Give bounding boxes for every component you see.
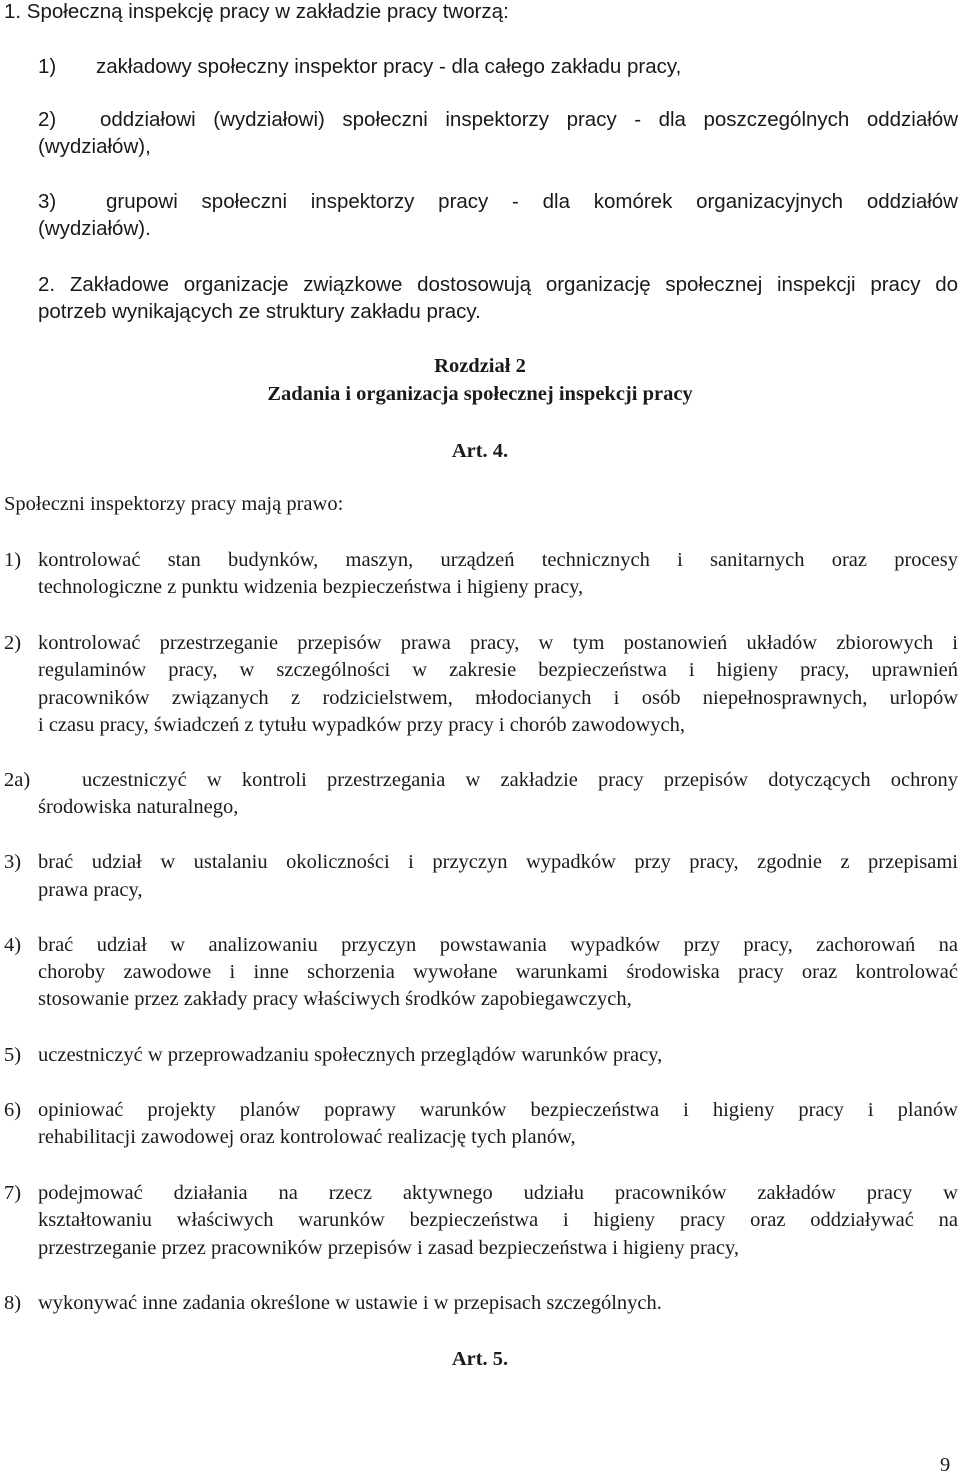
list-item-number: 1) [38,55,57,78]
list-item-number: 2) [4,632,22,654]
paragraph-1-intro: 1. Społeczną inspekcję pracy w zakładzie pracy tworzą: [4,0,509,23]
list-item-text: grupowi społeczni inspektorzy pracy - dla komórek organizacyjnych oddziałów [106,190,958,213]
list-item-text: (wydziałów). [38,217,151,240]
chapter-title: Zadania i organizacja społecznej inspekcji pracy [267,383,693,405]
list-item-text: zakładowy społeczny inspektor pracy - dla całego zakładu pracy, [96,55,682,78]
list-item-text: prawa pracy, [38,879,143,901]
list-item-text: kształtowaniu właściwych warunków bezpieczeństwa i higieny pracy oraz oddziaływać na [38,1209,958,1231]
list-item-text: opiniować projekty planów poprawy warunków bezpieczeństwa i higieny pracy i planów [38,1099,958,1121]
list-item-text: kontrolować stan budynków, maszyn, urządzeń technicznych i sanitarnych oraz procesy [38,549,958,571]
chapter-label: Rozdział 2 [434,355,526,377]
list-item-text: uczestniczyć w kontroli przestrzegania w zakładzie pracy przepisów dotyczących ochrony [82,769,958,791]
list-item-text: brać udział w ustalaniu okoliczności i przyczyn wypadków przy pracy, zgodnie z przepisami [38,851,958,873]
list-item-number: 2) [38,108,57,131]
list-item-text: pracowników związanych z rodzicielstwem, młodocianych i osób niepełnosprawnych, urlopów [38,687,958,709]
article-heading: Art. 4. [451,440,509,462]
list-item-text: choroby zawodowe i inne schorzenia wywołane warunkami środowiska pracy oraz kontrolować [38,961,958,983]
list-item-text: stosowanie przez zakłady pracy właściwych środków zapobiegawczych, [38,988,632,1010]
article-heading: Art. 5. [451,1348,509,1370]
list-item-number: 6) [4,1099,22,1121]
list-item-number: 1) [4,549,22,571]
article-intro: Społeczni inspektorzy pracy mają prawo: [4,493,344,515]
list-item-number: 5) [4,1044,22,1066]
list-item-number: 3) [38,190,57,213]
list-item-text: podejmować działania na rzecz aktywnego udziału pracowników zakładów pracy w [38,1182,958,1204]
list-item-text: środowiska naturalnego, [38,796,239,818]
list-item-text: kontrolować przestrzeganie przepisów prawa pracy, w tym postanowień układów zbiorowych i [38,632,958,654]
list-item-number: 2a) [4,769,31,791]
list-item-text: technologiczne z punktu widzenia bezpieczeństwa i higieny pracy, [38,576,584,598]
paragraph-2: potrzeb wynikających ze struktury zakładu pracy. [38,300,481,323]
list-item-text: wykonywać inne zadania określone w ustawie i w przepisach szczególnych. [38,1292,662,1314]
list-item-text: rehabilitacji zawodowej oraz kontrolować realizację tych planów, [38,1126,576,1148]
list-item-text: i czasu pracy, świadczeń z tytułu wypadków przy pracy i chorób zawodowych, [38,714,686,736]
list-item-text: regulaminów pracy, w szczególności w zakresie bezpieczeństwa i higieny pracy, uprawnień [38,659,958,681]
list-item-number: 4) [4,934,22,956]
list-item-number: 8) [4,1292,22,1314]
list-item-text: uczestniczyć w przeprowadzaniu społecznych przeglądów warunków pracy, [38,1044,663,1066]
page-number: 9 [940,1454,951,1476]
list-item-text: brać udział w analizowaniu przyczyn powstawania wypadków przy pracy, zachorowań na [38,934,958,956]
list-item-number: 7) [4,1182,22,1204]
list-item-text: oddziałowi (wydziałowi) społeczni inspektorzy pracy - dla poszczególnych oddziałów [100,108,958,131]
paragraph-2: 2. Zakładowe organizacje związkowe dostosowują organizację społecznej inspekcji pracy do [38,273,958,296]
list-item-number: 3) [4,851,22,873]
list-item-text: (wydziałów), [38,135,151,158]
list-item-text: przestrzeganie przez pracowników przepisów i zasad bezpieczeństwa i higieny pracy, [38,1237,740,1259]
